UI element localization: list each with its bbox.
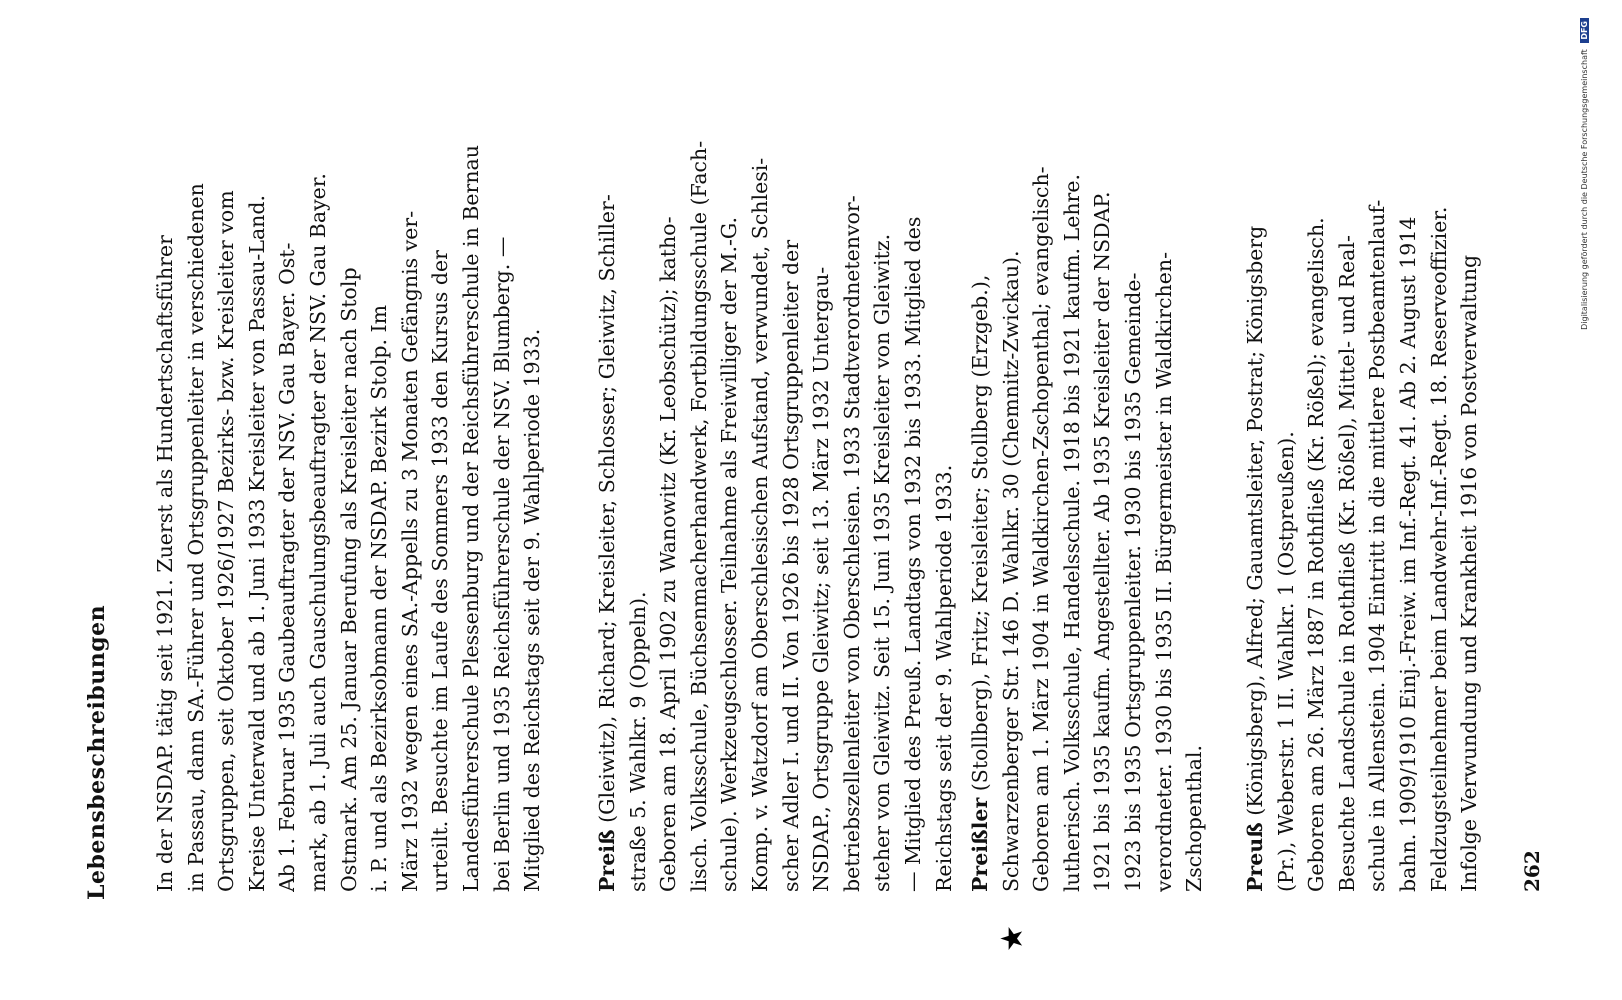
- entry-first-line: (Gleiwitz), Richard; Kreisleiter, Schlosser; Gleiwitz, Schiller-: [595, 194, 619, 823]
- text-line: Landesführerschule Plessenburg und der Reichsführerschule in Bernau: [458, 145, 483, 892]
- text-line: Infolge Verwundung und Krankheit 1916 von Postverwaltung: [1457, 254, 1482, 892]
- text-line: schule in Allenstein. 1904 Eintritt in die mittlere Postbeamtenlauf-: [1365, 199, 1390, 892]
- text-line: bahn. 1909/1910 Einj.-Freiw. im Inf.-Regt. 41. Ab 2. August 1914: [1395, 216, 1420, 892]
- text-line: steher von Gleiwitz. Seit 15. Juni 1935 Kreisleiter von Gleiwitz.: [870, 233, 895, 892]
- page-header: Lebensbeschreibungen: [84, 604, 110, 900]
- dfg-logo: DFG: [1580, 18, 1589, 43]
- text-line: Ostmark. Am 25. Januar Berufung als Kreisleiter nach Stolp: [336, 267, 361, 892]
- text-line: Reichstags seit der 9. Wahlperiode 1933.: [931, 464, 956, 892]
- text-line: In der NSDAP. tätig seit 1921. Zuerst als Hundertschaftsführer: [153, 235, 177, 892]
- entry-paragraph: [150, 92, 548, 892]
- text-line: NSDAP., Ortsgruppe Gleiwitz; seit 13. März 1932 Untergau-: [809, 266, 834, 892]
- text-line: — Mitglied des Preuß. Landtags von 1932 bis 1933. Mitglied des: [900, 216, 925, 892]
- entry-name: Preuß: [1243, 822, 1267, 892]
- text-line: i. P. und als Bezirksobmann der NSDAP. Bezirk Stolp. Im: [367, 304, 392, 892]
- entry-name: Preißler: [968, 797, 992, 892]
- text-line: lisch. Volksschule, Büchsenmacherhandwerk, Fortbildungsschule (Fach-: [686, 140, 711, 892]
- text-line: Geboren am 18. April 1902 zu Wanowitz (Kr. Leobschütz); katho-: [656, 216, 681, 892]
- text-line: Ortsgruppen, seit Oktober 1926/1927 Bezirks- bzw. Kreisleiter vom: [214, 190, 239, 892]
- text-line: lutherisch. Volksschule, Handelsschule. 1918 bis 1921 kaufm. Lehre.: [1059, 174, 1084, 892]
- entry-paragraph: [965, 92, 1210, 892]
- text-line: Geboren am 26. März 1887 in Rothfließ (Kr. Rößel); evangelisch.: [1304, 217, 1329, 892]
- text-line: straße 5. Wahlkr. 9 (Oppeln).: [625, 591, 650, 892]
- text-line: [592, 92, 623, 892]
- text-line: Geboren am 1. März 1904 in Waldkirchen-Zschopenthal; evangelisch-: [1029, 166, 1054, 892]
- text-line: betriebszellenleiter von Oberschlesien. 1933 Stadtverordnetenvor-: [839, 195, 864, 892]
- text-line: Feldzugsteilnehmer beim Landwehr-Inf.-Regt. 18. Reserveoffizier.: [1426, 206, 1451, 892]
- text-line: Ab 1. Februar 1935 Gaubeauftragter der NSV. Gau Bayer. Ost-: [275, 242, 300, 892]
- digitization-credit: [1580, 18, 1589, 1000]
- text-line: [1240, 92, 1271, 892]
- text-line: schule). Werkzeugschlosser. Teilnahme als Freiwilliger der M.-G.: [717, 216, 742, 892]
- text-line: in Passau, dann SA.-Führer und Ortsgruppenleiter in verschiedenen: [183, 183, 208, 892]
- entry-name: Preiß: [595, 829, 619, 892]
- text-line: Zschopenthal.: [1182, 745, 1207, 892]
- page-number: 262: [1520, 850, 1544, 892]
- entry-paragraph: [1240, 92, 1485, 892]
- text-line: Mitglied des Reichstags seit der 9. Wahlperiode 1933.: [520, 328, 545, 892]
- text-line: März 1932 wegen eines SA.-Appells zu 3 Monaten Gefängnis ver-: [397, 210, 422, 892]
- credit-text: Digitalisierung gefördert durch die Deutsche Forschungsgemeinschaft: [1580, 49, 1589, 330]
- text-line: 1923 bis 1935 Ortsgruppenleiter. 1930 bis 1935 Gemeinde-: [1120, 272, 1145, 892]
- text-line: Besuchte Landschule in Rothfließ (Kr. Rößel), Mittel- und Real-: [1334, 235, 1359, 892]
- star-icon: ★: [995, 925, 1030, 952]
- text-line: 1921 bis 1935 kaufm. Angestellter. Ab 1935 Kreisleiter der NSDAP.: [1090, 191, 1115, 892]
- text-line: verordneter. 1930 bis 1935 II. Bürgermeister in Waldkirchen-: [1151, 251, 1176, 892]
- text-line: (Pr.), Weberstr. 1 II. Wahlkr. 1 (Ostpreußen).: [1273, 431, 1298, 892]
- text-line: bei Berlin und 1935 Reichsführerschule der NSV. Blumberg. —: [489, 236, 514, 892]
- entry-first-line: (Stollberg), Fritz; Kreisleiter; Stollberg (Erzgeb.),: [968, 274, 992, 792]
- text-line: mark, ab 1. Juli auch Gauschulungsbeauftragter der NSV. Gau Bayer.: [305, 173, 330, 892]
- entry-paragraph: [592, 92, 959, 892]
- text-line: Komp. v. Watzdorf am Oberschlesischen Aufstand, verwundet, Schlesi-: [747, 157, 772, 892]
- text-line: [965, 92, 996, 892]
- text-line: Schwarzenberger Str. 146 D. Wahlkr. 30 (Chemnitz-Zwickau).: [998, 250, 1023, 892]
- entry-first-line: (Königsberg), Alfred; Gauamtsleiter, Postrat; Königsberg: [1243, 225, 1267, 816]
- text-line: scher Adler I. und II. Von 1926 bis 1928 Ortsgruppenleiter der: [778, 239, 803, 892]
- text-line: Kreise Unterwald und ab 1. Juni 1933 Kreisleiter von Passau-Land.: [244, 194, 269, 892]
- text-line: urteilt. Besuchte im Laufe des Sommers 1933 den Kursus der: [428, 250, 453, 892]
